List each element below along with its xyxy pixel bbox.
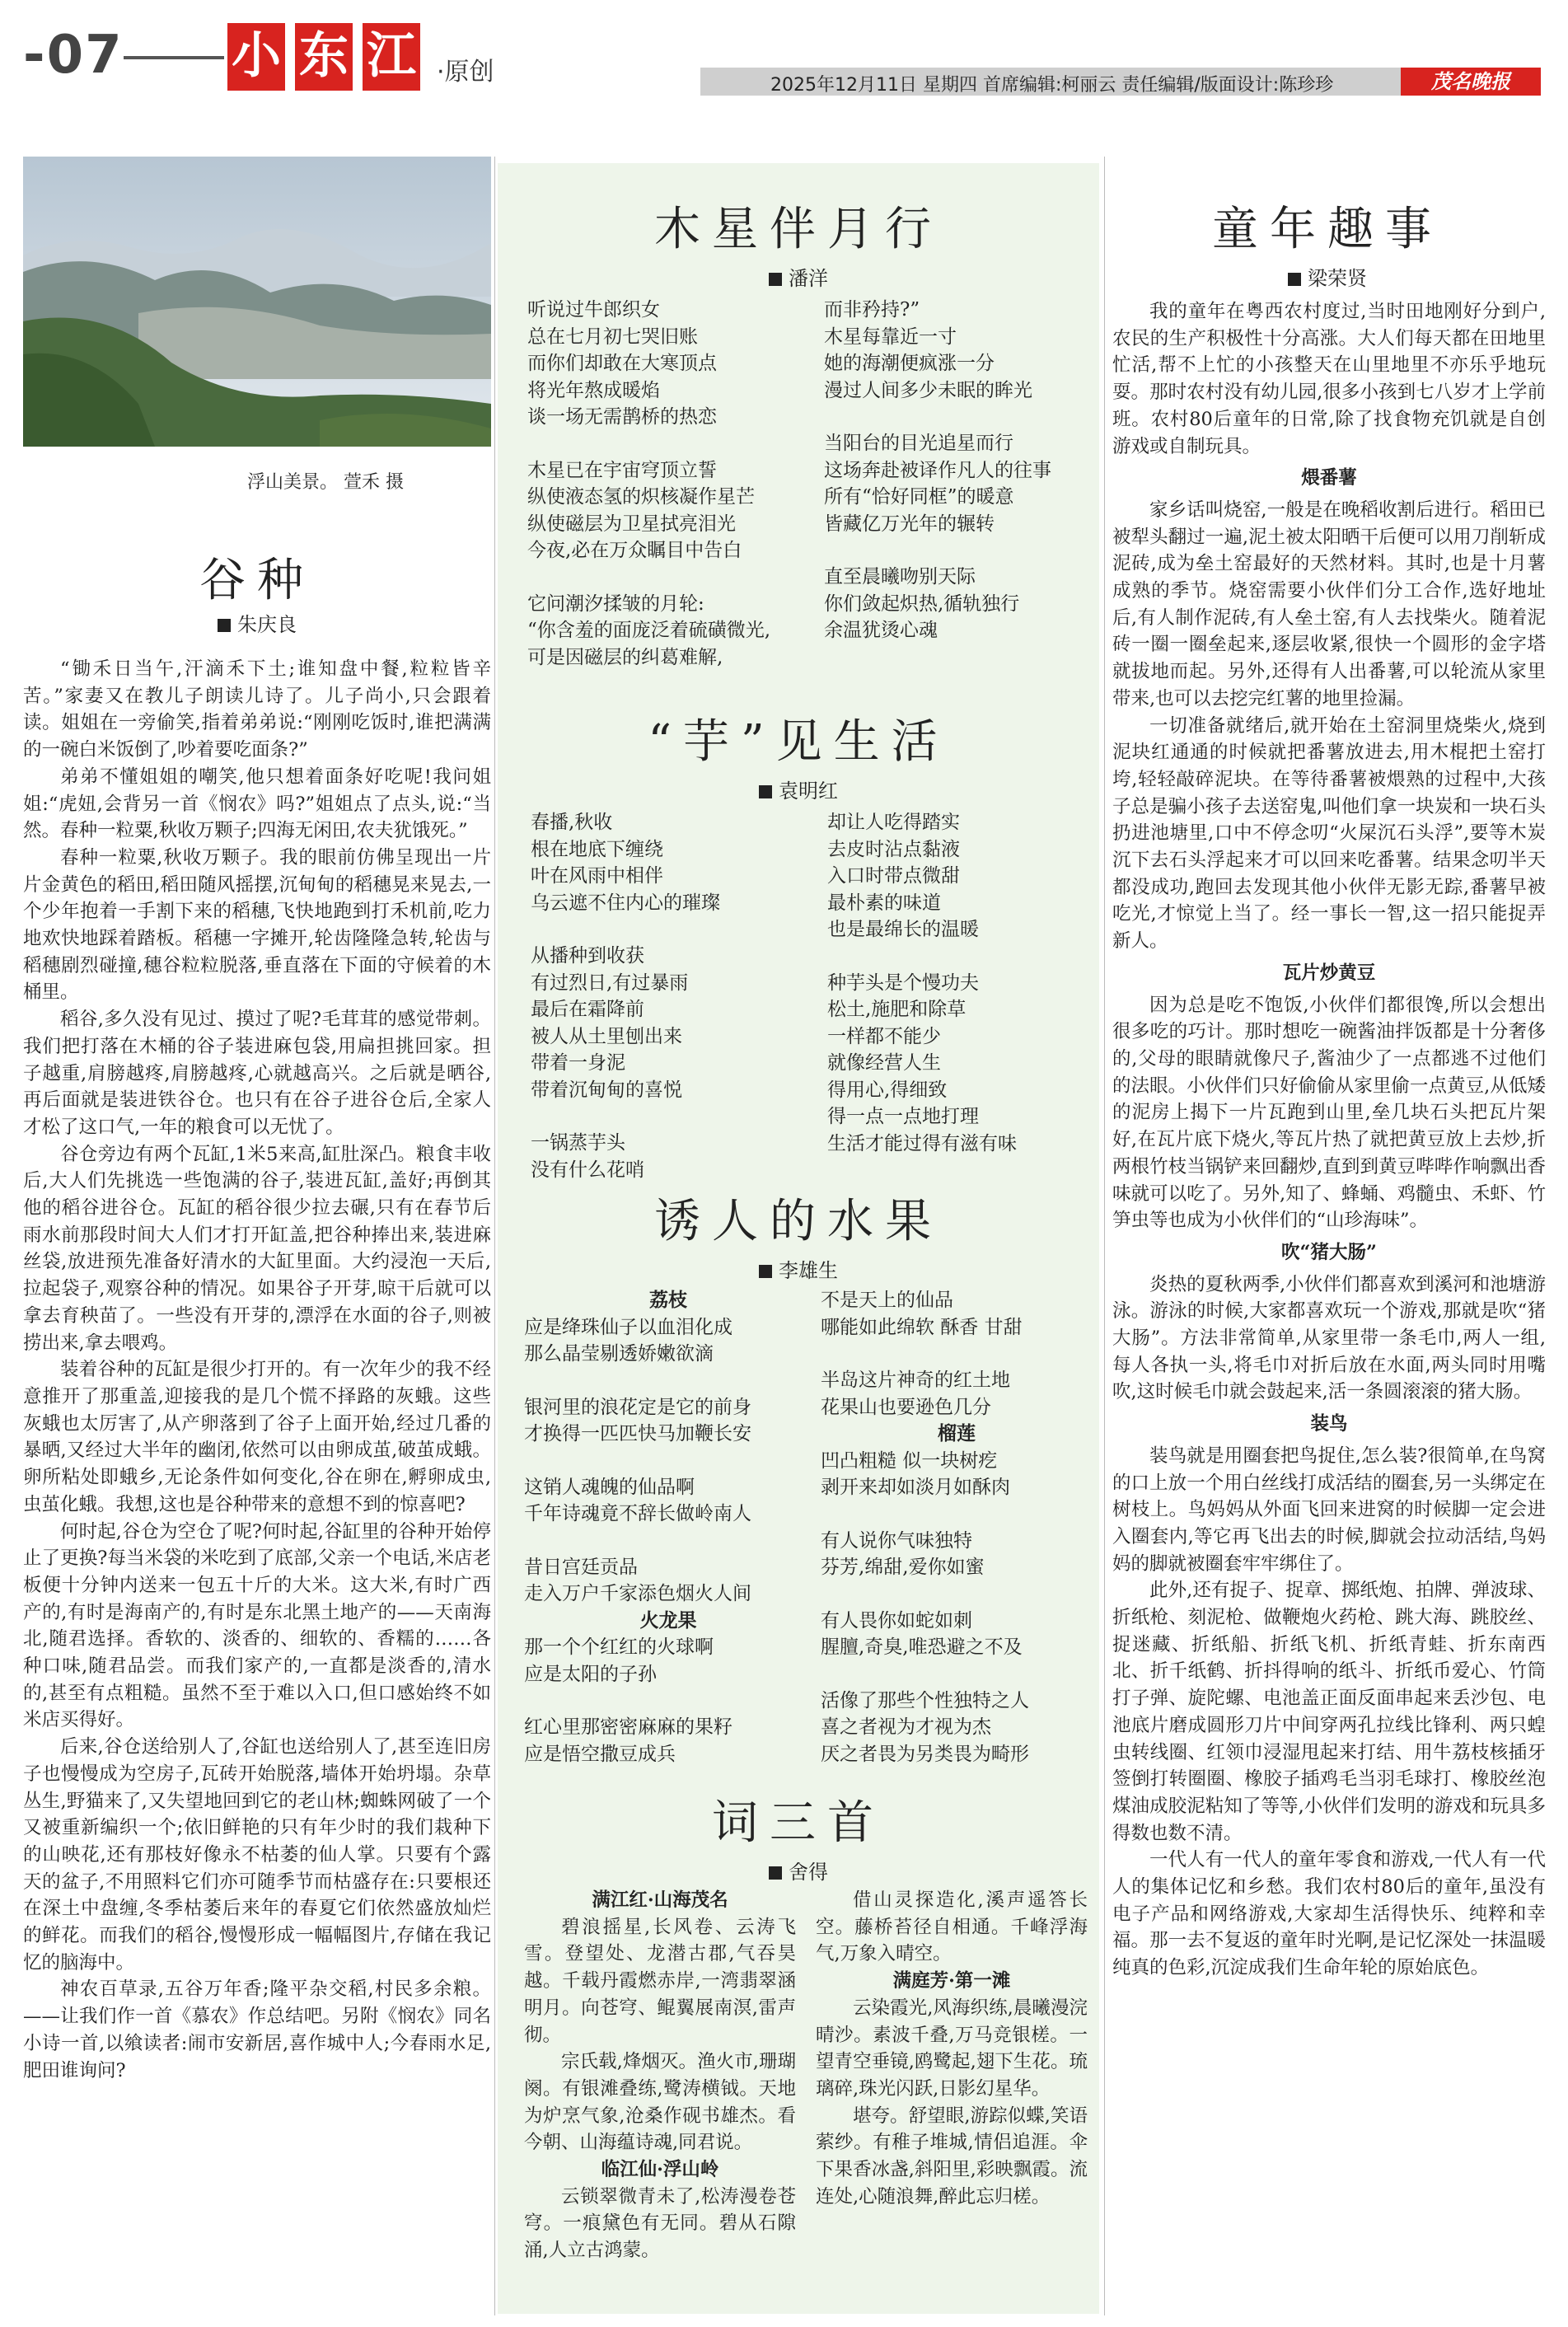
section-char-2: 东 — [295, 23, 353, 91]
guzhong-title: 谷种 — [199, 554, 315, 607]
poem-line: 芬芳,绵甜,爱你如蜜 — [821, 1557, 985, 1578]
paragraph: 炎热的夏秋两季,小伙伴们都喜欢到溪河和池塘游泳。游泳的时候,大家都喜欢玩一个游戏,那就是吹“猪大肠”。方法非常简单,从家里带一条毛巾,两人一组,每人各执一头,将毛巾对折后放在水面,两头同时用嘴吹,这时候毛巾就会鼓起来,活一条圆滚滚的猪大肠。 — [1112, 1273, 1546, 1403]
yu-left — [531, 809, 819, 1183]
cisan-title: 词三首 — [712, 1796, 885, 1850]
header-rule — [124, 56, 224, 59]
stanza-gap — [824, 404, 1088, 430]
poem-line: 听说过牛郎织女 — [527, 299, 660, 321]
poem-line: 也是最绵长的温暖 — [827, 919, 979, 940]
poem-line: 皆藏亿万光年的辗转 — [824, 513, 995, 535]
poem-line: 厌之者畏为另类畏为畸形 — [821, 1743, 1029, 1765]
poem-line: 红心里那密密麻麻的果籽 — [524, 1716, 733, 1738]
cisan-byline — [498, 1856, 1099, 1885]
poem-line: 剥开来却如淡月如酥肉 — [821, 1477, 1010, 1498]
paragraph: 何时起,谷仓为空仓了呢?何时起,谷缸里的谷种开始停止了更换?每当米袋的米吃到了底部,父亲一个电话,米店老板便十分钟内送来一包五十斤的大米。这大米,有时广西产的,有时是海南产的,有时是东北黑土地产的——天南海北,随君选择。香软的、淡香的、细软的、香糯的……各种口味,随君品尝。而我们家产的,一直都是淡香的,清水的,甚至有点粗糙。虽然不至于难以入口,但口感始终不如米店买得好。 — [23, 1520, 491, 1731]
ci-text: 碧浪摇星,长风卷、云涛飞雪。登望处、龙潜古郡,气吞昊越。千载丹霞燃赤岸,一湾翡翠涵明月。向苍穹、鲲翼展南溟,雷声彻。 — [524, 1916, 796, 2046]
poem-line: 凹凸粗糙 似一块树疙 — [821, 1449, 998, 1472]
poem-line: 余温犹烫心魂 — [824, 620, 938, 641]
poem-line: 所有“恰好同框”的暖意 — [824, 486, 1014, 508]
poem-line: 谈一场无需鹊桥的热恋 — [527, 406, 717, 428]
poem-line: 种芋头是个慢功夫 — [827, 972, 979, 994]
poem-line: 而非矜持?” — [824, 299, 920, 321]
ci-text: 宗氏载,烽烟灭。渔火市,珊瑚阕。有银滩叠练,鹭涛横钺。天地为炉烹气象,沧桑作砚书雄杰。看今朝、山海蕴诗魂,同君说。 — [524, 2051, 796, 2154]
poem-line: 木星每靠近一寸 — [824, 325, 957, 348]
column-divider — [1104, 157, 1105, 2315]
section-subtitle: 装鸟 — [1310, 1413, 1348, 1435]
poem-line: 最后在霜降前 — [531, 999, 644, 1020]
paragraph: “锄禾日当午,汗滴禾下土;谁知盘中餐,粒粒皆辛苦。”家妻又在教儿子朗读儿诗了。儿子尚小,只会跟着读。姐姐在一旁偷笑,指着弟弟说:“刚刚吃饭时,谁把满满的一碗白米饭倒了,吵着要吃面条?” — [23, 658, 491, 761]
section-char-3: 江 — [363, 23, 420, 91]
yu-author: 袁明红 — [779, 780, 838, 803]
cisan-right — [816, 1887, 1088, 2210]
poem-line: 银河里的浪花定是它的前身 — [524, 1396, 751, 1418]
byline-square-icon — [759, 785, 772, 798]
section-subtitle: 煨番薯 — [1301, 467, 1357, 489]
poem-line: 哪能如此绵软 酥香 甘甜 — [821, 1316, 1023, 1338]
yu-byline — [498, 775, 1099, 803]
poem-line: 被人从土里刨出来 — [531, 1025, 682, 1047]
poem-line: 有人畏你如蛇如刺 — [821, 1609, 972, 1632]
paragraph: 稻谷,多久没有见过、摸过了呢?毛茸茸的感觉带刺。我们把打落在木桶的谷子装进麻包袋,用扁担挑回家。担子越重,肩膀越疼,肩膀越疼,心就越高兴。之后就是晒谷,再后面就是装进铁谷仓。也只有在谷子进谷仓后,全家人才松了这口气,一年的粮食可以无忧了。 — [23, 1009, 491, 1138]
byline-square-icon — [1288, 273, 1301, 286]
stanza-gap — [821, 1661, 1093, 1688]
poem-line: 可是因磁层的纠葛难解, — [527, 646, 723, 668]
guzhong-body — [23, 656, 491, 2084]
muxing-byline — [498, 262, 1099, 291]
column-divider — [494, 157, 495, 2315]
yu-title: “芋”见生活 — [648, 715, 949, 769]
poem-line: 就像经营人生 — [827, 1052, 941, 1074]
stanza-gap — [827, 943, 1091, 970]
stanza-gap — [824, 537, 1088, 564]
stanza-gap — [524, 1688, 812, 1714]
page-number: -07 — [23, 25, 124, 86]
stanza-gap — [531, 1103, 819, 1130]
cisan-left — [524, 1887, 796, 2264]
fruit-subtitle: 火龙果 — [639, 1608, 697, 1632]
muxing-left — [527, 297, 816, 671]
poem-line: 纵使液态氢的炽核凝作星芒 — [527, 486, 755, 508]
poem-line: 今夜,必在万众瞩目中告白 — [527, 540, 742, 561]
poem-line: 不是天上的仙品 — [821, 1290, 953, 1311]
poem-line: 得一点一点地打理 — [827, 1106, 979, 1127]
poem-line: 带着一身泥 — [531, 1052, 625, 1074]
poem-line: 应是太阳的子孙 — [524, 1663, 657, 1685]
poem-line: 有过烈日,有过暴雨 — [531, 972, 689, 994]
poem-line: 你们敛起炽热,循轨独行 — [824, 592, 1020, 615]
ci-subtitle: 临江仙·浮山岭 — [601, 2159, 719, 2181]
poem-line: 而你们却敢在大寒顶点 — [527, 353, 717, 374]
poem-line: 漫过人间多少未眠的眸光 — [824, 379, 1032, 401]
tongnian-author: 梁荣贤 — [1308, 267, 1367, 290]
ci-text: 云染霞光,风海织练,晨曦漫浣晴沙。素波千叠,万马竞银槎。一望青空垂镜,鸥鹭起,翅下生花。琉璃碎,珠光闪跃,日影幻星华。 — [816, 1997, 1088, 2100]
poem-line: 纵使磁层为卫星拭亮泪光 — [527, 513, 736, 535]
landscape-photo — [23, 157, 491, 447]
ci-text: 借山灵探造化,溪声遥答长空。藤桥苔径自相通。千峰浮海气,万象入晴空。 — [816, 1889, 1088, 1965]
stanza-gap — [524, 1448, 812, 1474]
tongnian-title: 童年趣事 — [1212, 203, 1443, 256]
ci-text: 云锁翠微青未了,松涛漫卷苍穹。一痕黛色有无同。碧从石隙涌,人立古鸿蒙。 — [524, 2185, 796, 2262]
photo-caption: 浮山美景。 萱禾 摄 — [247, 472, 404, 493]
poem-line: 从播种到收获 — [531, 945, 644, 967]
poem-line: 喜之者视为才视为杰 — [821, 1716, 991, 1738]
poem-line: 才换得一匹匹快马加鞭长安 — [524, 1423, 751, 1444]
poem-line: 去皮时沾点黏液 — [827, 838, 960, 860]
paragraph: 弟弟不懂姐姐的嘲笑,他只想着面条好吃呢!我问姐姐:“虎妞,会背另一首《悯农》吗?”姐姐点了点头,说:“当然。春种一粒粟,秋收万颗子;四海无闲田,农夫犹饿死。” — [23, 766, 491, 842]
poem-line: 直至晨曦吻别天际 — [824, 566, 976, 588]
poem-line: 总在七月初七哭旧账 — [527, 325, 698, 348]
muxing-author: 潘洋 — [789, 267, 828, 290]
poem-line: 一锅蒸芋头 — [531, 1132, 625, 1154]
poem-line: 叶在风雨中相伴 — [531, 865, 663, 887]
paragraph: 神农百草录,五谷万年香;隆平杂交稻,村民多余粮。——让我们作一首《慕农》作总结吧。另附《悯农》同名小诗一首,以飨读者:闹市安新居,喜作城中人;今春雨水足,肥田谁询问? — [23, 1978, 491, 2081]
stanza-gap — [524, 1368, 812, 1394]
poem-line: 它问潮汐揉皱的月轮: — [527, 592, 704, 615]
byline-square-icon — [759, 1265, 772, 1278]
guzhong-author: 朱庆良 — [237, 613, 297, 636]
poem-line: 却让人吃得踏实 — [827, 812, 960, 833]
poem-line: 当阳台的目光追星而行 — [824, 433, 1013, 454]
stanza-gap — [524, 1528, 812, 1554]
shuiguo-byline — [498, 1254, 1099, 1283]
poem-line: 一样都不能少 — [827, 1025, 941, 1047]
poem-line: 腥膻,奇臭,唯恐避之不及 — [821, 1636, 1023, 1658]
poem-line: 走入万户千家添色烟火人间 — [524, 1583, 751, 1604]
poem-line: 带着沉甸甸的喜悦 — [531, 1079, 682, 1101]
poem-line: 春播,秋收 — [531, 812, 613, 833]
muxing-title: 木星伴月行 — [654, 203, 943, 256]
stanza-gap — [821, 1501, 1093, 1528]
tongnian-byline — [1109, 262, 1546, 291]
stanza-gap — [527, 431, 816, 457]
tongnian-body — [1112, 298, 1546, 1982]
poem-line: 木星已在宇宙穹顶立誓 — [527, 459, 717, 481]
newspaper-logo: 茂名晚报 — [1401, 68, 1541, 96]
fruit-subtitle: 榴莲 — [938, 1422, 976, 1444]
byline-square-icon — [769, 273, 782, 286]
poem-line: 得用心,得细致 — [827, 1079, 948, 1101]
header-info: 2025年12月11日 星期四 首席编辑:柯丽云 责任编辑/版面设计:陈珍珍 — [770, 75, 1334, 96]
poem-line: 松土,施肥和除草 — [827, 999, 967, 1020]
paragraph: 我的童年在粤西农村度过,当时田地刚好分到户,农民的生产积极性十分高涨。大人们每天都在田地里忙活,帮不上忙的小孩整天在山里地里不亦乐乎地玩耍。那时农村没有幼儿园,很多小孩到七八岁才上学前班。农村80后童年的日常,除了找食物充饥就是自创游戏或自制玩具。 — [1112, 301, 1546, 457]
paragraph: 谷仓旁边有两个瓦缸,1米5来高,缸肚深凸。粮食丰收后,大人们先挑选一些饱满的谷子,装进瓦缸,盖好;再倒其他的稻谷进谷仓。瓦缸的稻谷很少拉去碾,只有在春节后雨水前那段时间大人们才打开缸盖,把谷种捧出来,装进麻丝袋,放进预先准备好清水的大缸里面。大约浸泡一天后,拉起袋子,观察谷种的情况。如果谷子开芽,晾干后就可以拿去育秧苗了。一些没有开芽的,漂浮在水面的谷子,则被捞出来,拿去喂鸡。 — [23, 1143, 491, 1354]
section-subtitle: 瓦片炒黄豆 — [1282, 962, 1376, 984]
poem-line: 应是绛珠仙子以血泪化成 — [524, 1316, 733, 1338]
poem-line: “你含羞的面庞泛着硫磺微光, — [527, 620, 771, 641]
poem-line: 那一个个红红的火球啊 — [524, 1636, 714, 1658]
paragraph: 春种一粒粟,秋收万颗子。我的眼前仿佛呈现出一片片金黄色的稻田,稻田随风摇摆,沉甸甸的稻穗晃来晃去,一个少年抱着一手割下来的稻穗,飞快地跑到打禾机前,吃力地欢快地踩着踏板。稻穗一字摊开,轮齿隆隆急转,轮齿与稻穗剧烈碰撞,穗谷粒粒脱落,垂直落在下面的守候着的木桶里。 — [23, 846, 491, 1004]
poem-line: 花果山也要逊色几分 — [821, 1396, 991, 1418]
shuiguo-author: 李雄生 — [779, 1259, 838, 1282]
paragraph: 装着谷种的瓦缸是很少打开的。有一次年少的我不经意推开了那重盖,迎接我的是几个慌不择路的灰蛾。这些灰蛾也太厉害了,从产卵落到了谷子上面开始,经过几番的暴晒,又经过大半年的幽闭,依然可以由卵成茧,破茧成蛾。卵所粘处即蛾乡,无论条件如何变化,谷在卵在,孵卵成虫,虫茧化蛾。我想,这也是谷种带来的意想不到的惊喜吧? — [23, 1359, 491, 1515]
byline-square-icon — [769, 1866, 782, 1880]
poem-line: 应是悟空撒豆成兵 — [524, 1743, 676, 1765]
ci-text: 堪夸。舒望眼,游踪似蝶,笑语萦纱。有稚子堆城,情侣追涯。伞下果香冰盏,斜阳里,彩映飘霞。流连处,心随浪舞,醉此忘归槎。 — [816, 2105, 1088, 2208]
ci-subtitle: 满庭芳·第一滩 — [892, 1970, 1011, 1992]
poem-line: 没有什么花哨 — [531, 1159, 644, 1181]
paragraph: 家乡话叫烧窑,一般是在晚稻收割后进行。稻田已被犁头翻过一遍,泥土被太阳晒干后便可以用刀削斩成泥砖,成为垒土窑最好的天然材料。其时,也是十月薯成熟的季节。烧窑需要小伙伴们分工合作,选好地址后,有人制作泥砖,有人垒土窑,有人去找柴火。随着泥砖一圈一圈垒起来,逐层收紧,很快一个圆形的金字塔就拔地而起。另外,还得有人出番薯,可以轮流从家里带来,也可以去挖完红薯的地里捡漏。 — [1112, 499, 1546, 709]
poem-line: 生活才能过得有滋有味 — [827, 1132, 1017, 1154]
guzhong-byline — [23, 608, 491, 637]
ci-subtitle: 满江红·山海茂名 — [592, 1889, 728, 1911]
poem-line: 昔日宫廷贡品 — [524, 1556, 638, 1578]
poem-line: 千年诗魂竟不辞长做岭南人 — [524, 1503, 751, 1524]
poem-line: 这销人魂魄的仙品啊 — [524, 1476, 695, 1498]
paragraph: 一代人有一代人的童年零食和游戏,一代人有一代人的集体记忆和乡愁。我们农村80后的童年,虽没有电子产品和网络游戏,大家却生活得快乐、纯粹和幸福。那一去不复返的童年时光啊,是记忆深处一抹温暖纯真的色彩,沉淀成我们生命年轮的原始底色。 — [1112, 1849, 1546, 1979]
poem-line: 乌云遮不住内心的璀璨 — [531, 892, 720, 914]
byline-square-icon — [218, 619, 231, 632]
poem-line: 那么晶莹剔透娇嫩欲滴 — [524, 1343, 714, 1365]
section-char-1: 小 — [227, 23, 285, 91]
fruit-subtitle: 荔枝 — [649, 1289, 687, 1311]
stanza-gap — [527, 564, 816, 591]
poem-line: 将光年熬成暖焰 — [527, 379, 660, 401]
poem-line: 入口时带点微甜 — [827, 865, 960, 887]
poem-line: 活像了那些个性独特之人 — [821, 1689, 1029, 1711]
paragraph: 装鸟就是用圈套把鸟捉住,怎么装?很简单,在鸟窝的口上放一个用白丝线打成活结的圈套,另一头绑定在树枝上。鸟妈妈从外面飞回来进窝的时候脚一定会进入圈套内,等它再飞出去的时候,脚就会拉动活结,鸟妈妈的脚就被圈套牢牢绑住了。 — [1112, 1444, 1546, 1575]
poem-line: 最朴素的味道 — [827, 892, 941, 914]
shuiguo-left — [524, 1287, 812, 1767]
paragraph: 一切准备就绪后,就开始在土窑洞里烧柴火,烧到泥块红通通的时候就把番薯放进去,用木棍把土窑打垮,轻轻敲碎泥块。在等待番薯被煨熟的过程中,大孩子总是骗小孩子去送窑鬼,叫他们拿一块炭和一块石头扔进池塘里,口中不停念叨“火屎沉石头浮”,要等木炭沉下去石头浮起来才可以回来吃番薯。结果念叨半天都没成功,跑回去发现其他小伙伴无影无踪,番薯早被吃光,才惊觉上当了。经一事长一智,这一招只能捉弄新人。 — [1112, 714, 1546, 953]
poem-line: 有人说你气味独特 — [821, 1529, 972, 1552]
section-subtitle: 吹“猪大肠” — [1281, 1241, 1377, 1263]
muxing-right — [824, 297, 1088, 644]
poem-line: 根在地底下缠绕 — [531, 838, 663, 860]
yu-right — [827, 809, 1091, 1157]
shuiguo-right — [821, 1287, 1093, 1767]
stanza-gap — [821, 1341, 1093, 1367]
stanza-gap — [531, 916, 819, 943]
cisan-author: 舍得 — [789, 1861, 828, 1884]
paragraph: 此外,还有捉子、捉章、掷纸炮、拍牌、弹波球、折纸枪、刻泥枪、做鞭炮火药枪、跳大海、跳胶丝、捉迷藏、折纸船、折纸飞机、折纸青蛙、折东南西北、折千纸鹤、折抖得响的纸斗、折纸币爱心、竹筒打子弹、旋陀螺、电池盖正面反面串起来丢沙包、电池底片磨成圆形刀片中间穿两孔拉线比锋利、两只蝗虫转线圈、红领巾浸湿甩起来打结、用牛荔枝核插牙签倒打转圈圈、橡胶子插鸡毛当羽毛球打、橡胶丝泡煤油成胶泥粘知了等等,小伙伴们发明的游戏和玩具多得数也数不清。 — [1112, 1580, 1546, 1844]
paragraph: 后来,谷仓送给别人了,谷缸也送给别人了,甚至连旧房子也慢慢成为空房子,瓦砖开始脱落,墙体开始坍塌。杂草丛生,野猫来了,又失望地回到它的老山林;蜘蛛网破了一个又被重新编织一个;依旧鲜艳的只有年少时的我们栽种下的山映花,还有那枝好像永不枯萎的仙人掌。只要有个露天的盆子,不用照料它们亦可随季节而枯盛存在:只要根还在深土中盘缠,冬季枯萎后来年的春夏它们依然盛放灿烂的鲜花。而我们的稻谷,慢慢形成一幅幅图片,存储在我记忆的脑海中。 — [23, 1736, 491, 1974]
stanza-gap — [821, 1581, 1093, 1608]
poem-line: 半岛这片神奇的红土地 — [821, 1370, 1010, 1391]
section-suffix: ·原创 — [437, 58, 494, 87]
shuiguo-title: 诱人的水果 — [654, 1195, 943, 1248]
paragraph: 因为总是吃不饱饭,小伙伴们都很馋,所以会想出很多吃的巧计。那时想吃一碗酱油拌饭都是十分奢侈的,父母的眼睛就像尺子,酱油少了一点都逃不过他们的法眼。小伙伴们只好偷偷从家里偷一点黄豆,从低矮的泥房上揭下一片瓦跑到山里,垒几块石头把瓦片架好,在瓦片底下烧火,等瓦片热了就把黄豆放上去炒,折两根竹枝当锅铲来回翻炒,直到到黄豆哔哔作响飘出香味就可以吃了。另外,知了、蜂蛹、鸡髓虫、禾虾、竹笋虫等也成为小伙伴们的“山珍海味”。 — [1112, 994, 1546, 1232]
poem-line: 这场奔赴被译作凡人的往事 — [824, 459, 1051, 481]
poem-line: 她的海潮便疯涨一分 — [824, 353, 995, 374]
